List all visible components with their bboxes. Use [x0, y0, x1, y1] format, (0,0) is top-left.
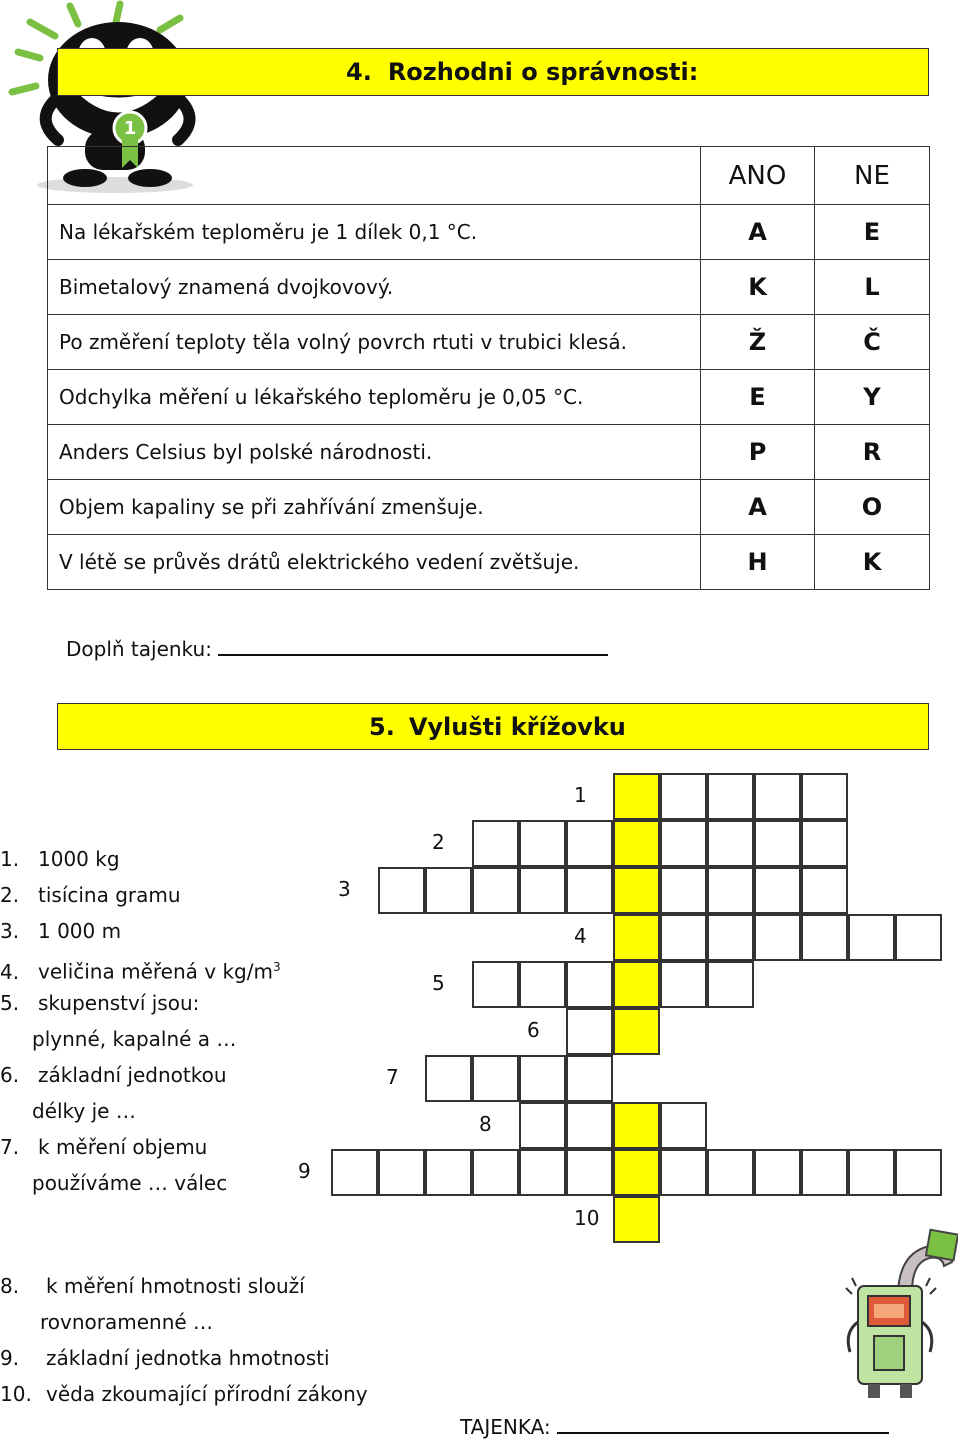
clue-superscript: 3	[272, 960, 281, 974]
yes-letter[interactable]: E	[701, 370, 815, 425]
crossword-cell[interactable]	[895, 1149, 942, 1196]
clue-text: veličina měřená v kg/m	[38, 959, 273, 984]
crossword-cell[interactable]	[472, 820, 519, 867]
crossword-cell[interactable]	[660, 820, 707, 867]
clue-line	[0, 1340, 330, 1376]
table-row	[48, 370, 930, 425]
no-letter[interactable]: L	[815, 260, 930, 315]
section-5-number: 5.	[369, 712, 395, 741]
fill-secret-line[interactable]	[218, 634, 608, 656]
crossword-row-number: 1	[574, 783, 587, 807]
crossword-cell[interactable]	[707, 867, 754, 914]
clue-line	[0, 1268, 305, 1304]
no-letter[interactable]: K	[815, 535, 930, 590]
clue-line	[0, 1165, 227, 1201]
clue-text: rovnoramenné …	[40, 1310, 214, 1334]
crossword-cell[interactable]	[754, 867, 801, 914]
crossword-row-number: 4	[574, 924, 587, 948]
clue-number: 2.	[0, 883, 20, 907]
clue-text: tisícina gramu	[38, 883, 181, 907]
table-header-row	[48, 147, 930, 205]
clue-number: 4.	[0, 959, 20, 984]
clue-line	[0, 1093, 136, 1129]
clue-line	[0, 1129, 207, 1165]
yes-letter[interactable]: A	[701, 480, 815, 535]
clue-line	[0, 913, 121, 949]
crossword-cell[interactable]	[754, 820, 801, 867]
crossword-cell[interactable]	[519, 1055, 566, 1102]
clue-number: 6.	[0, 1063, 20, 1087]
table-row	[48, 535, 930, 590]
crossword-cell[interactable]	[566, 867, 613, 914]
crossword-cell[interactable]	[519, 820, 566, 867]
crossword-cell[interactable]	[566, 1008, 613, 1055]
clue-number: 3.	[0, 919, 20, 943]
crossword-cell[interactable]	[331, 1149, 378, 1196]
clue-text: délky je …	[32, 1099, 136, 1123]
clue-line	[0, 1057, 227, 1093]
clue-number: 1.	[0, 847, 20, 871]
crossword-cell[interactable]	[566, 961, 613, 1008]
crossword-cell[interactable]	[801, 773, 848, 820]
fill-secret-row	[66, 634, 608, 661]
crossword-cell[interactable]	[707, 820, 754, 867]
crossword-row-number: 3	[338, 877, 351, 901]
section-4-heading	[57, 48, 929, 96]
crossword-cell[interactable]	[801, 914, 848, 961]
clue-line	[0, 985, 199, 1021]
no-letter[interactable]: O	[815, 480, 930, 535]
crossword-cell[interactable]	[707, 961, 754, 1008]
crossword-cell[interactable]	[472, 1149, 519, 1196]
statement: Po změření teploty těla volný povrch rtuti v trubici klesá.	[48, 315, 701, 370]
secret-cell[interactable]	[613, 1102, 660, 1149]
crossword-cell[interactable]	[425, 1055, 472, 1102]
table-row	[48, 205, 930, 260]
secret-cell[interactable]	[613, 1008, 660, 1055]
clue-number: 7.	[0, 1135, 20, 1159]
header-no: NE	[815, 147, 930, 205]
crossword-cell[interactable]	[660, 867, 707, 914]
clue-text: 1000 kg	[38, 847, 120, 871]
crossword-cell[interactable]	[566, 1055, 613, 1102]
statement: Odchylka měření u lékařského teploměru je 0,05 °C.	[48, 370, 701, 425]
clue-line	[0, 1376, 368, 1412]
crossword-cell[interactable]	[472, 961, 519, 1008]
yes-letter[interactable]: K	[701, 260, 815, 315]
clue-text: věda zkoumající přírodní zákony	[46, 1382, 368, 1406]
crossword-row-number: 6	[527, 1018, 540, 1042]
crossword-cell[interactable]	[566, 1149, 613, 1196]
crossword-cell[interactable]	[519, 867, 566, 914]
crossword-cell[interactable]	[660, 961, 707, 1008]
crossword-cell[interactable]	[848, 1149, 895, 1196]
true-false-table	[47, 146, 930, 590]
clue-text: k měření hmotnosti slouží	[46, 1274, 305, 1298]
clue-line	[0, 1021, 236, 1057]
crossword-cell[interactable]	[519, 961, 566, 1008]
statement: Bimetalový znamená dvojkovový.	[48, 260, 701, 315]
svg-text:1: 1	[123, 118, 137, 139]
no-letter[interactable]: Y	[815, 370, 930, 425]
yes-letter[interactable]: H	[701, 535, 815, 590]
crossword-cell[interactable]	[660, 1102, 707, 1149]
section-4-title: Rozhodni o správnosti:	[387, 58, 699, 86]
crossword-cell[interactable]	[425, 1149, 472, 1196]
crossword-cell[interactable]	[754, 773, 801, 820]
clue-text: 1 000 m	[38, 919, 122, 943]
section-5-heading	[57, 703, 929, 750]
clue-text: základní jednotka hmotnosti	[46, 1346, 330, 1370]
secret-cell[interactable]	[613, 1149, 660, 1196]
clue-line	[0, 877, 181, 913]
secret-cell[interactable]	[613, 820, 660, 867]
secret-cell[interactable]	[613, 773, 660, 820]
crossword-row-number: 9	[298, 1159, 311, 1183]
no-letter[interactable]: Č	[815, 315, 930, 370]
crossword-cell[interactable]	[707, 1149, 754, 1196]
crossword-cell[interactable]	[895, 914, 942, 961]
secret-cell[interactable]	[613, 961, 660, 1008]
secret-answer-row	[460, 1414, 889, 1439]
crossword-cell[interactable]	[378, 867, 425, 914]
crossword-cell[interactable]	[472, 867, 519, 914]
crossword-row-number: 5	[432, 971, 445, 995]
crossword-cell[interactable]	[566, 820, 613, 867]
yes-letter[interactable]: A	[701, 205, 815, 260]
crossword-cell[interactable]	[660, 773, 707, 820]
fill-secret-label: Doplň tajenku:	[66, 637, 212, 661]
clue-text: k měření objemu	[38, 1135, 208, 1159]
statement: V létě se průvěs drátů elektrického vedení zvětšuje.	[48, 535, 701, 590]
no-letter[interactable]: R	[815, 425, 930, 480]
table-row	[48, 425, 930, 480]
crossword-cell[interactable]	[378, 1149, 425, 1196]
secret-answer-line[interactable]	[557, 1414, 889, 1434]
clue-number: 9.	[0, 1346, 20, 1370]
crossword-cell[interactable]	[519, 1149, 566, 1196]
crossword-cell[interactable]	[660, 1149, 707, 1196]
table-row	[48, 260, 930, 315]
crossword-cell[interactable]	[754, 914, 801, 961]
no-letter[interactable]: E	[815, 205, 930, 260]
clue-text: skupenství jsou:	[38, 991, 200, 1015]
clue-text: základní jednotkou	[38, 1063, 227, 1087]
clue-text: plynné, kapalné a …	[32, 1027, 237, 1051]
crossword-cell[interactable]	[472, 1055, 519, 1102]
crossword-cell[interactable]	[707, 773, 754, 820]
crossword-cell[interactable]	[801, 1149, 848, 1196]
clue-text: používáme … válec	[32, 1171, 228, 1195]
secret-cell[interactable]	[613, 1196, 660, 1243]
crossword-cell[interactable]	[801, 820, 848, 867]
section-4-number: 4.	[346, 58, 372, 86]
statement: Na lékařském teploměru je 1 dílek 0,1 °C.	[48, 205, 701, 260]
statement: Anders Celsius byl polské národnosti.	[48, 425, 701, 480]
section-5-title: Vylušti křížovku	[408, 712, 626, 741]
crossword-row-number: 7	[386, 1065, 399, 1089]
crossword-cell[interactable]	[519, 1102, 566, 1149]
secret-answer-label: TAJENKA:	[460, 1415, 551, 1439]
clue-number: 10.	[0, 1382, 32, 1406]
clue-number: 5.	[0, 991, 20, 1015]
header-blank-cell	[48, 147, 701, 205]
header-yes: ANO	[701, 147, 815, 205]
crossword-row-number: 2	[432, 830, 445, 854]
crossword-cell[interactable]	[566, 1102, 613, 1149]
statement: Objem kapaliny se při zahřívání zmenšuje.	[48, 480, 701, 535]
crossword-cell[interactable]	[707, 914, 754, 961]
table-row	[48, 480, 930, 535]
crossword-cell[interactable]	[754, 1149, 801, 1196]
yes-letter[interactable]: Ž	[701, 315, 815, 370]
yes-letter[interactable]: P	[701, 425, 815, 480]
secret-cell[interactable]	[613, 867, 660, 914]
secret-cell[interactable]	[613, 914, 660, 961]
crossword-cell[interactable]	[801, 867, 848, 914]
clue-line	[0, 841, 120, 877]
clue-line	[0, 949, 281, 990]
crossword-row-number: 10	[574, 1206, 600, 1230]
crossword-row-number: 8	[479, 1112, 492, 1136]
table-row	[48, 315, 930, 370]
robot-illustration	[840, 1222, 958, 1402]
crossword-cell[interactable]	[848, 914, 895, 961]
clue-line	[0, 1304, 213, 1340]
crossword-cell[interactable]	[425, 867, 472, 914]
crossword-cell[interactable]	[660, 914, 707, 961]
clue-number: 8.	[0, 1274, 20, 1298]
